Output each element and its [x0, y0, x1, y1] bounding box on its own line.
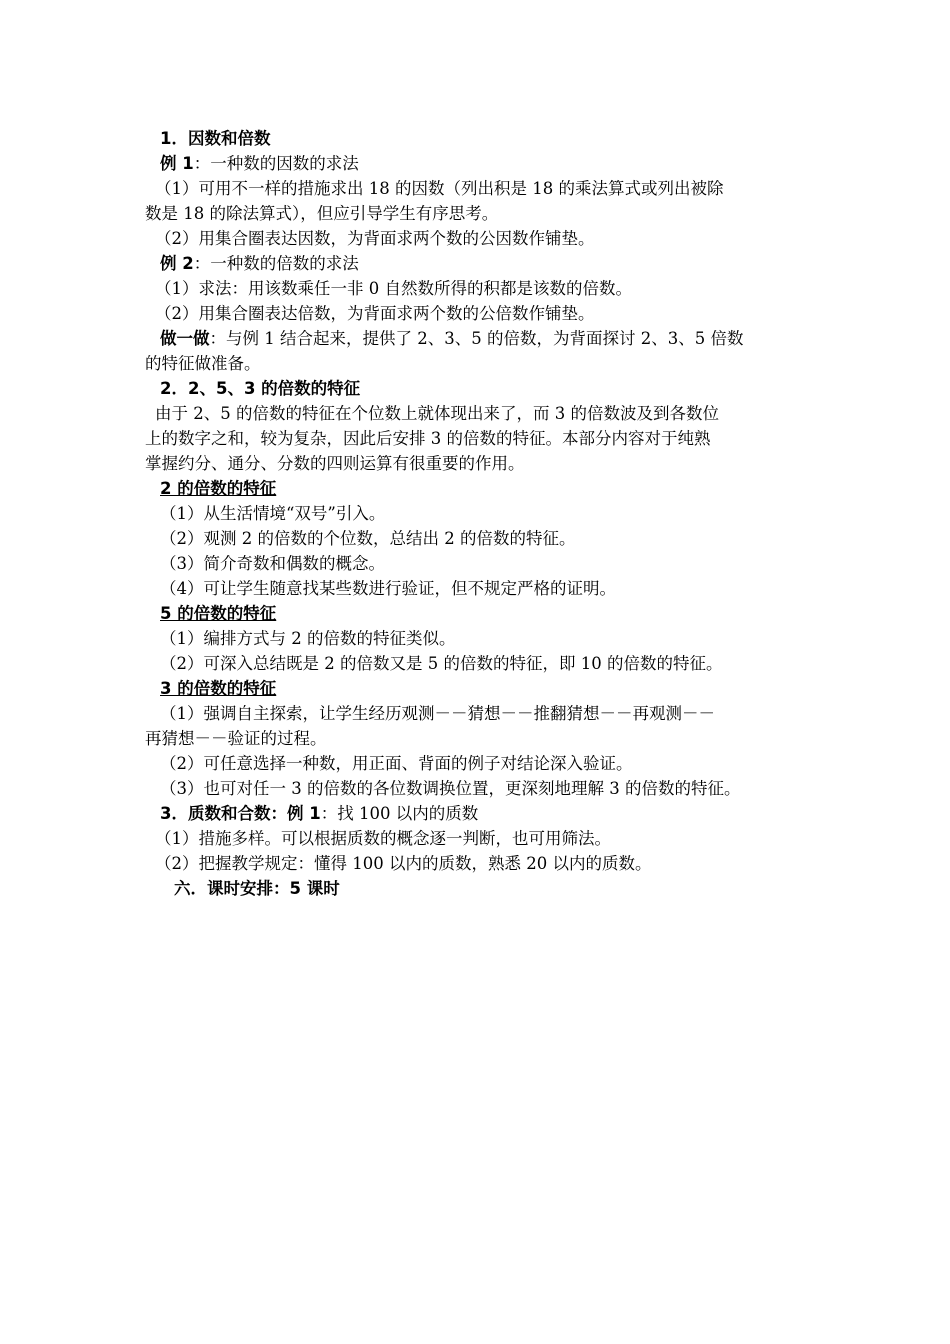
subheading-row: [145, 676, 815, 701]
section-heading-primes-composites: 3．质数和合数：例 1: [160, 804, 321, 823]
example-2-line: [145, 251, 815, 276]
example-1-line: [145, 151, 815, 176]
subheading-row: [145, 476, 815, 501]
paragraph: （1）可用不一样的措施求出 18 的因数（列出积是 18 的乘法算式或列出被除: [155, 179, 724, 198]
example-1-text: ：一种数的因数的求法: [193, 154, 359, 173]
paragraph: （2）观测 2 的倍数的个位数，总结出 2 的倍数的特征。: [160, 529, 576, 548]
section-heading-multiples-features: 2．2、5、3 的倍数的特征: [160, 379, 361, 398]
paragraph: （1）强调自主探索，让学生经历观测－－猜想－－推翻猜想－－再观测－－: [160, 704, 715, 723]
section-3-line: [145, 801, 815, 826]
subheading-multiples-of-2: 2 的倍数的特征: [160, 479, 277, 498]
paragraph: （1）求法：用该数乘任一非 0 自然数所得的积都是该数的倍数。: [155, 279, 632, 298]
paragraph: （3）简介奇数和偶数的概念。: [160, 554, 385, 573]
paragraph: （3）也可对任一 3 的倍数的各位数调换位置，更深刻地理解 3 的倍数的特征。: [160, 779, 741, 798]
paragraph: （2）用集合圈表达因数，为背面求两个数的公因数作铺垫。: [155, 229, 595, 248]
paragraph: 的特征做准备。: [145, 354, 261, 373]
subheading-multiples-of-3: 3 的倍数的特征: [160, 679, 277, 698]
paragraph: （2）把握教学规定：懂得 100 以内的质数，熟悉 20 以内的质数。: [155, 854, 652, 873]
paragraph: 数是 18 的除法算式），但应引导学生有序思考。: [145, 204, 499, 223]
paragraph: 再猜想－－验证的过程。: [145, 729, 327, 748]
paragraph: 掌握约分、通分、分数的四则运算有很重要的作用。: [145, 454, 525, 473]
subheading-multiples-of-5: 5 的倍数的特征: [160, 604, 277, 623]
paragraph: （1）从生活情境“双号”引入。: [160, 504, 386, 523]
try-it-line: [145, 326, 815, 351]
example-2-text: ：一种数的倍数的求法: [193, 254, 359, 273]
paragraph: （2）可深入总结既是 2 的倍数又是 5 的倍数的特征，即 10 的倍数的特征。: [160, 654, 723, 673]
section-3-text: ：找 100 以内的质数: [320, 804, 479, 823]
try-it-label: 做一做: [160, 329, 210, 348]
paragraph: （1）编排方式与 2 的倍数的特征类似。: [160, 629, 456, 648]
section-heading-schedule: 六．课时安排：5 课时: [174, 879, 340, 898]
subheading-row: [145, 601, 815, 626]
document-body: [145, 126, 815, 901]
example-2-label: 例 2: [160, 254, 194, 273]
paragraph: （2）可任意选择一种数，用正面、背面的例子对结论深入验证。: [160, 754, 633, 773]
paragraph: 由于 2、5 的倍数的特征在个位数上就体现出来了，而 3 的倍数波及到各数位: [155, 404, 719, 423]
section-heading-factors-multiples: 1．因数和倍数: [160, 129, 271, 148]
paragraph: （2）用集合圈表达倍数，为背面求两个数的公倍数作铺垫。: [155, 304, 595, 323]
try-it-text: ：与例 1 结合起来，提供了 2、3、5 的倍数，为背面探讨 2、3、5 倍数: [209, 329, 744, 348]
paragraph: （4）可让学生随意找某些数进行验证，但不规定严格的证明。: [160, 579, 616, 598]
example-1-label: 例 1: [160, 154, 194, 173]
paragraph: （1）措施多样。可以根据质数的概念逐一判断，也可用筛法。: [155, 829, 611, 848]
paragraph: 上的数字之和，较为复杂，因此后安排 3 的倍数的特征。本部分内容对于纯熟: [145, 429, 711, 448]
